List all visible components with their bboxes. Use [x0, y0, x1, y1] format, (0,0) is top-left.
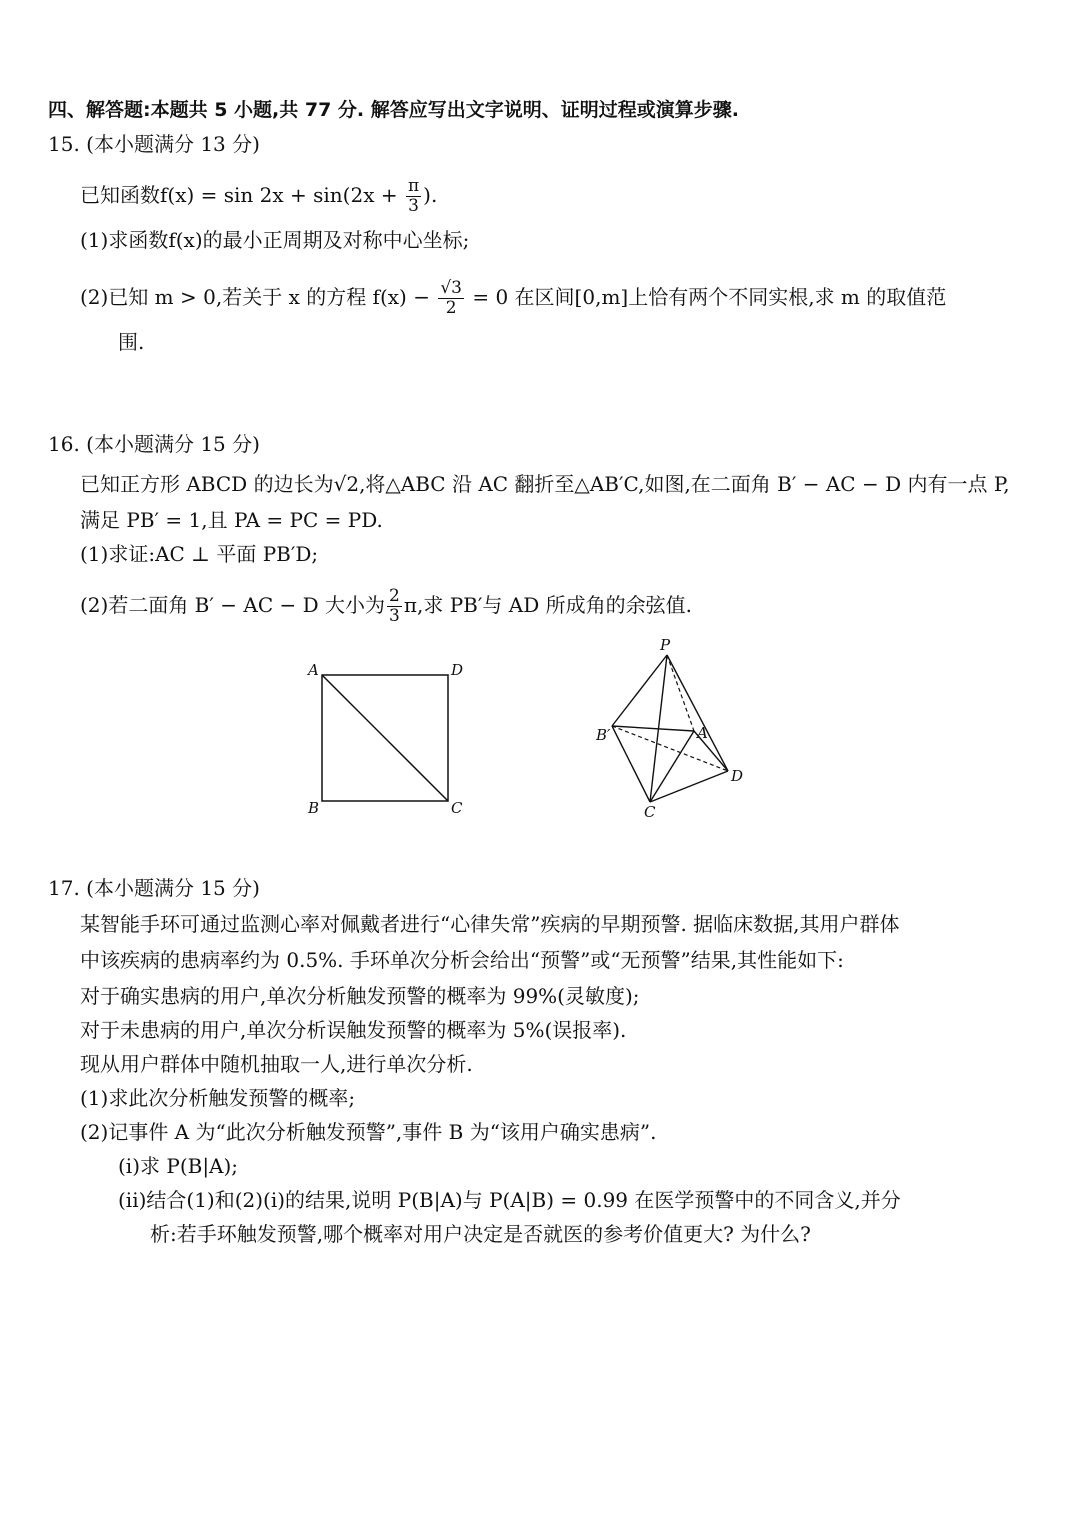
- q17-part2-ii: (ii)结合(1)和(2)(i)的结果,说明 P(B|A)与 P(A|B) = 0.99 在医学预警中的不同含义,并分: [118, 1188, 901, 1212]
- q15-stem-denominator: 3: [408, 196, 419, 216]
- q16-part2-fraction: [387, 588, 402, 625]
- q16-number: 16. (本小题满分 15 分): [48, 432, 260, 456]
- q16-part1: (1)求证:AC ⊥ 平面 PB′D;: [80, 542, 319, 566]
- q15-stem-pre: 已知函数f(x) = sin 2x + sin(2x +: [80, 183, 404, 207]
- q16-part2-pre: (2)若二面角 B′ − AC − D 大小为: [80, 593, 386, 617]
- q17-line1: 某智能手环可通过监测心率对佩戴者进行“心律失常”疾病的早期预警. 据临床数据,其用户群体: [80, 912, 900, 936]
- figure-pyramid: [590, 630, 760, 820]
- q17-line3: 对于确实患病的用户,单次分析触发预警的概率为 99%(灵敏度);: [80, 984, 640, 1008]
- label-c2: C: [644, 803, 656, 820]
- q15-part2-numerator: √3: [440, 278, 462, 298]
- q15-number: 15. (本小题满分 13 分): [48, 132, 260, 156]
- q16-part2-numerator: 2: [389, 586, 400, 606]
- edge-pb: [612, 655, 667, 726]
- q16-stem1-radicand: 2: [346, 472, 360, 496]
- q15-part2-fraction: [438, 280, 464, 317]
- q16-stem1-sqrt: √2: [333, 472, 360, 496]
- q15-part2-denominator: 2: [445, 298, 457, 318]
- q17-part1: (1)求此次分析触发预警的概率;: [80, 1086, 356, 1110]
- q15-part2-radicand: 3: [451, 278, 462, 298]
- edge-pd: [667, 655, 728, 771]
- q16-part2-post: π,求 PB′与 AD 所成角的余弦值.: [403, 593, 692, 617]
- edge-ba: [612, 726, 694, 731]
- edge-bc: [612, 726, 650, 802]
- q15-stem-fraction: [406, 178, 421, 215]
- label-p: P: [660, 636, 671, 654]
- q15-stem-numerator: π: [407, 176, 420, 196]
- q17-number: 17. (本小题满分 15 分): [48, 876, 260, 900]
- q16-part2-denominator: 3: [389, 606, 400, 626]
- q17-part2-i: (i)求 P(B|A);: [118, 1154, 239, 1178]
- q16-stem-line1: [80, 470, 1010, 498]
- edge-pa-hidden: [667, 655, 694, 731]
- q17-line5: 现从用户群体中随机抽取一人,进行单次分析.: [80, 1052, 473, 1076]
- q15-part1: (1)求函数f(x)的最小正周期及对称中心坐标;: [80, 228, 470, 252]
- edge-cd: [650, 771, 728, 802]
- q15-part2-pre: (2)已知 m > 0,若关于 x 的方程 f(x) −: [80, 285, 437, 309]
- edge-bd-hidden: [612, 726, 728, 771]
- q16-stem1-pre: 已知正方形 ABCD 的边长为: [80, 472, 334, 496]
- label-b-prime: B′: [596, 726, 611, 744]
- label-d2: D: [731, 767, 744, 785]
- label-c: C: [451, 799, 463, 817]
- q17-part2-ii-cont: 析:若手环触发预警,哪个概率对用户决定是否就医的参考价值更大? 为什么?: [150, 1222, 811, 1246]
- q15-part2-post: = 0 在区间[0,m]上恰有两个不同实根,求 m 的取值范: [466, 285, 947, 309]
- q16-stem-line2: 满足 PB′ = 1,且 PA = PC = PD.: [80, 508, 383, 532]
- diagonal-ac: [322, 675, 448, 801]
- q16-part2: [80, 588, 692, 625]
- q15-part2: [80, 280, 946, 317]
- q17-line2: 中该疾病的患病率约为 0.5%. 手环单次分析会给出“预警”或“无预警”结果,其性能如下:: [80, 948, 844, 972]
- q17-part2: (2)记事件 A 为“此次分析触发预警”,事件 B 为“该用户确实患病”.: [80, 1120, 657, 1144]
- q15-part2-cont: 围.: [118, 330, 145, 354]
- section-header: 四、解答题:本题共 5 小题,共 77 分. 解答应写出文字说明、证明过程或演算步骤.: [48, 99, 739, 121]
- label-d: D: [451, 661, 464, 679]
- label-a: A: [308, 661, 319, 679]
- q15-stem: [80, 178, 437, 215]
- q17-line4: 对于未患病的用户,单次分析误触发预警的概率为 5%(误报率).: [80, 1018, 627, 1042]
- q15-stem-post: ).: [423, 183, 438, 207]
- label-b: B: [308, 799, 320, 817]
- figure-square-abcd: [300, 655, 480, 820]
- q16-stem1-post: ,将△ABC 沿 AC 翻折至△AB′C,如图,在二面角 B′ − AC − D 内有一点 P,: [359, 472, 1010, 496]
- label-a2: A: [697, 724, 708, 742]
